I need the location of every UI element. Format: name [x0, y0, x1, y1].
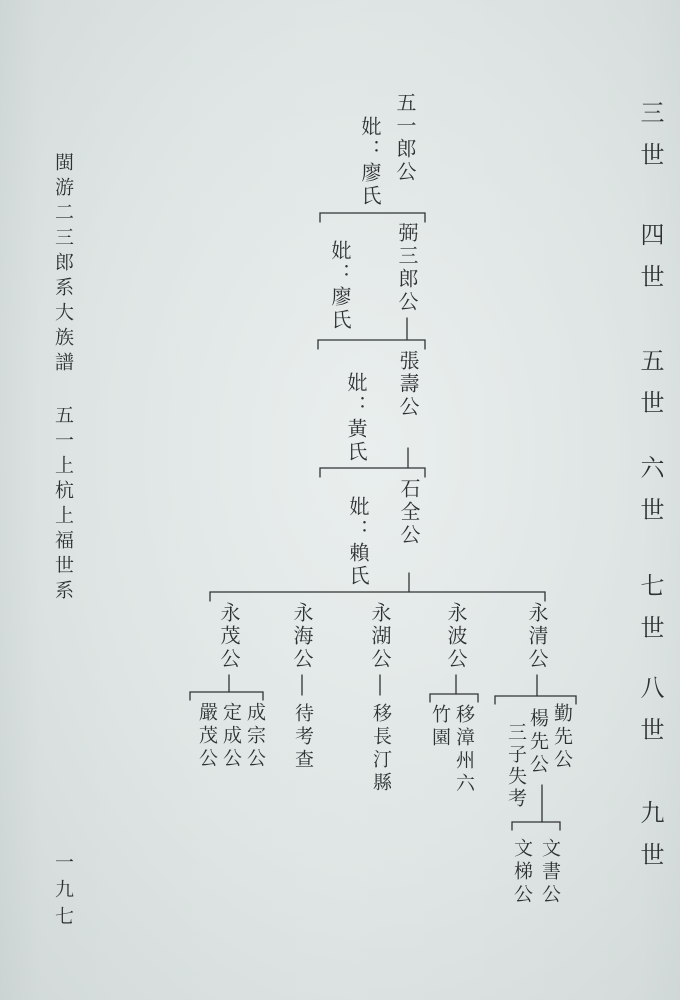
- section-title: 五一上杭上福世系: [52, 405, 74, 605]
- gen8-dingcheng: 定成公: [220, 702, 242, 771]
- gen9-wenti: 文梯公: [511, 838, 533, 907]
- gen8-yonghu-note: 移長汀縣: [370, 703, 392, 795]
- gen8-yongbo-note-line2: 竹園: [429, 704, 451, 750]
- bracket-gen4-to-gen5: [318, 340, 425, 349]
- gen6-wife: 妣：賴氏: [346, 496, 370, 588]
- gen6-ancestor: 石全公: [397, 478, 421, 547]
- gen4-wife: 妣：廖氏: [328, 240, 352, 332]
- gen4-ancestor: 弼三郎公: [395, 222, 419, 314]
- generation-label-6: 六世: [636, 455, 664, 539]
- generation-label-7: 七世: [636, 573, 664, 657]
- bracket-yongbo-children: [430, 694, 478, 702]
- generation-label-4: 四世: [636, 222, 664, 306]
- gen7-yonghu: 永湖公: [368, 602, 392, 671]
- gen7-yongqing: 永清公: [525, 602, 549, 671]
- gen3-ancestor: 五一郎公: [393, 92, 417, 184]
- bracket-gen5-to-gen6: [320, 468, 425, 477]
- gen3-wife: 妣：廖氏: [358, 116, 382, 208]
- generation-label-8: 八世: [636, 675, 664, 759]
- gen8-yongbo-note-line1: 移漳州六: [453, 704, 475, 796]
- gen8-qinxian: 勤先公: [551, 703, 573, 772]
- gen7-yonghai: 永海公: [290, 602, 314, 671]
- book-title: 閩游二三郎系大族譜: [52, 152, 74, 377]
- bracket-gen3-to-gen4: [320, 213, 425, 222]
- bracket-gen6-to-gen7: [210, 592, 545, 601]
- generation-label-3: 三世: [636, 100, 664, 184]
- bracket-yangxian-children: [512, 822, 560, 830]
- gen7-yongbo: 永波公: [444, 602, 468, 671]
- gen8-note-three-sons-unknown: 三子失考: [505, 722, 527, 810]
- gen8-yanmao: 嚴茂公: [196, 702, 218, 771]
- bracket-yongmao-children: [190, 692, 263, 700]
- gen8-yonghai-note: 待考查: [292, 703, 314, 772]
- gen8-yangxian: 楊先公: [527, 708, 549, 777]
- gen5-wife: 妣：黃氏: [344, 372, 368, 464]
- gen9-wenshu: 文書公: [539, 838, 561, 907]
- generation-label-5: 五世: [636, 348, 664, 432]
- page-number: 一九七: [52, 852, 74, 933]
- gen8-chengzong: 成宗公: [244, 702, 266, 771]
- generation-label-9: 九世: [636, 800, 664, 884]
- gen5-ancestor: 張壽公: [396, 350, 420, 419]
- gen7-yongmao: 永茂公: [217, 602, 241, 671]
